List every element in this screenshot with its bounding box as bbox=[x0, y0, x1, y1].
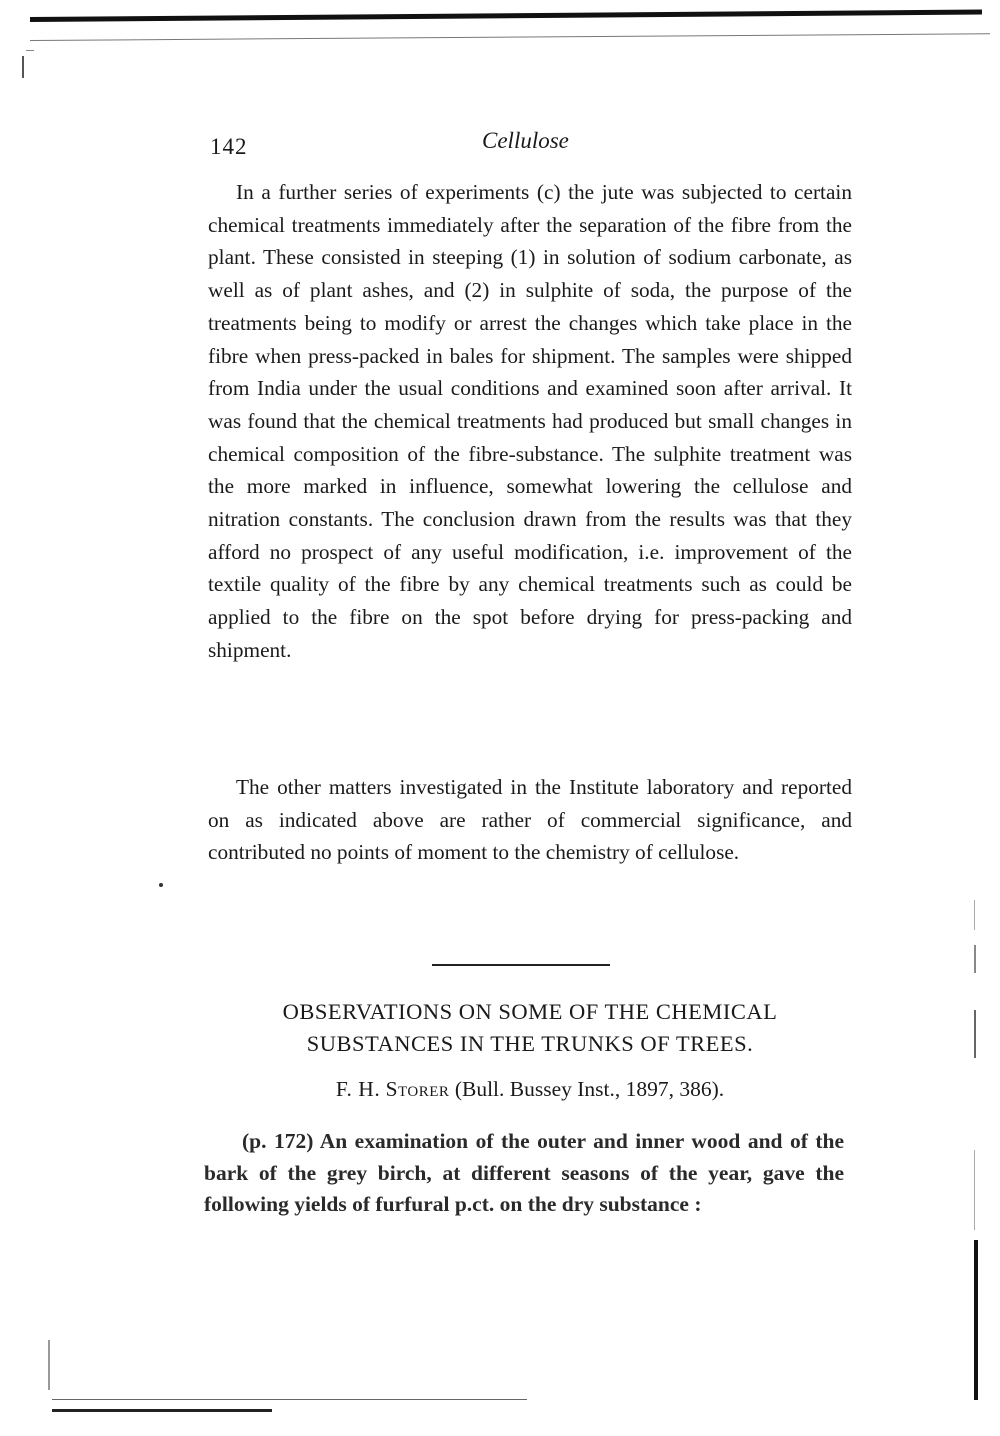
body-paragraph bbox=[208, 771, 852, 869]
article-byline bbox=[190, 1077, 870, 1102]
scan-edge bbox=[974, 1240, 978, 1400]
scan-border-top bbox=[30, 10, 982, 22]
author-initials: F. H. bbox=[335, 1077, 381, 1101]
paragraph-text: In a further series of experiments (c) the jute was subjected to certain chemical treatments immediately after the separation of the fibre from the plant. These consisted in steeping (1) in solution of sodium carbonate, as well as of plant ashes, and (2) in sulphite of soda, the purpose of the treatments being to modify or arrest the changes which take place in the fibre when press-packed in bales for shipment. The samples were shipped from India under the usual conditions and examined soon after arrival. It was found that the chemical treatments had produced but small changes in chemical composition of the fibre-substance. The sulphite treatment was the more marked in influence, somewhat lowering the cellulose and nitration constants. The conclusion drawn from the results was that they afford no prospect of any useful modification, i.e. improvement of the textile quality of the fibre by any chemical treatments such as could be applied to the fibre on the spot before drying for press-packing and shipment. bbox=[208, 180, 852, 662]
article-title-line: SUBSTANCES IN THE TRUNKS OF TREES. bbox=[306, 1031, 754, 1056]
scan-border-bottom bbox=[52, 1409, 272, 1412]
scan-mark bbox=[48, 1340, 50, 1390]
margin-mark bbox=[159, 883, 163, 887]
paragraph-text: An examination of the outer and inner wood and of the bark of the grey birch, at different seasons of the year, gave the following yields of furfural p.ct. on the dry substance : bbox=[204, 1129, 844, 1216]
article-paragraph bbox=[204, 1126, 844, 1221]
body-paragraph bbox=[208, 176, 852, 667]
author-surname: Storer bbox=[385, 1077, 450, 1101]
section-divider bbox=[432, 964, 610, 966]
scan-edge bbox=[974, 900, 975, 930]
scan-border-line bbox=[52, 1399, 527, 1400]
running-title: Cellulose bbox=[482, 128, 569, 153]
article-title bbox=[190, 996, 870, 1060]
page-number: 142 bbox=[210, 134, 248, 159]
paragraph-text: The other matters investigated in the Institute laboratory and reported on as indicated above are rather of commercial significance, and contributed no points of moment to the chemistry of cellulose. bbox=[208, 775, 852, 865]
scan-mark bbox=[22, 56, 24, 78]
scan-edge bbox=[974, 1010, 976, 1058]
scan-mark bbox=[26, 50, 34, 51]
scan-border-line bbox=[30, 33, 990, 41]
scan-edge bbox=[974, 945, 976, 973]
page-reference: (p. 172) bbox=[242, 1129, 314, 1153]
citation: (Bull. Bussey Inst., 1897, 386). bbox=[454, 1077, 725, 1101]
article-title-line: OBSERVATIONS ON SOME OF THE CHEMICAL bbox=[282, 999, 778, 1024]
scan-edge bbox=[974, 1150, 975, 1230]
